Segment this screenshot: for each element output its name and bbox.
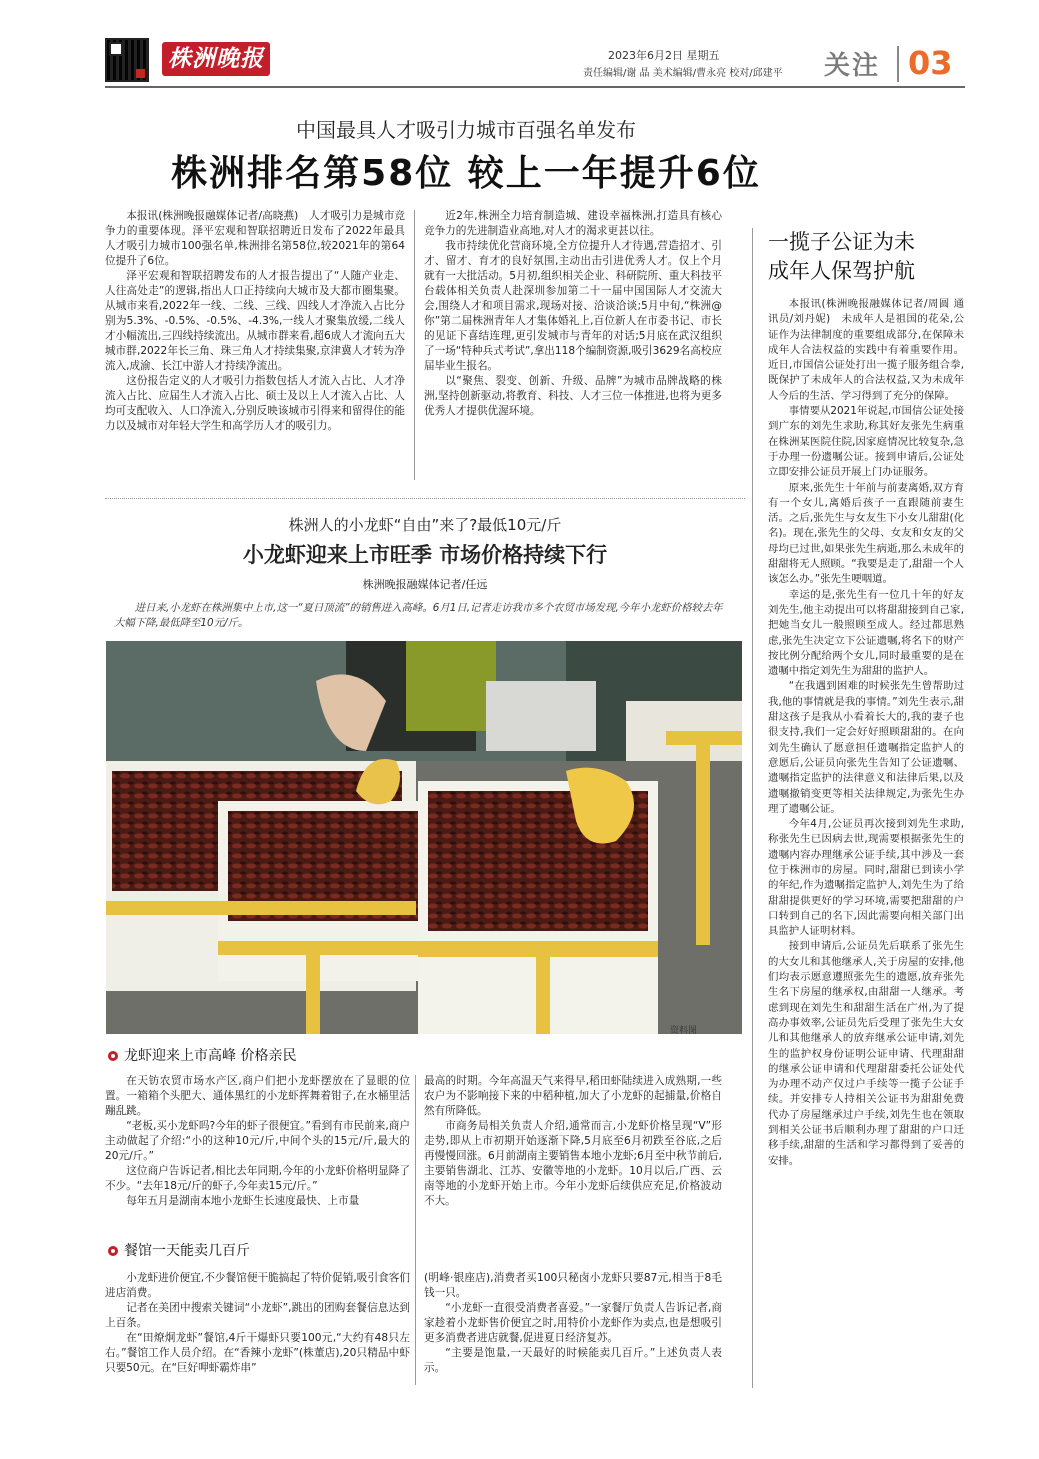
- article2-headline: 小龙虾迎来上市旺季 市场价格持续下行: [242, 542, 608, 567]
- section2-column-1: [105, 1271, 410, 1376]
- article1-column-1: [105, 209, 405, 434]
- paragraph: (明峰·银座店),消费者买100只秘卤小龙虾只要87元,相当于8毛钱一只。: [424, 1272, 722, 1299]
- paragraph: 近2年,株洲全力培育制造城、建设幸福株洲,打造具有核心竞争力的先进制造业高地,对人才的渴求更甚以往。: [424, 210, 722, 237]
- paragraph: “小龙虾一直很受消费者喜爱。”一家餐厅负责人告诉记者,商家趁着小龙虾售价便宜之时,用特价小龙虾作为卖点,也是想吸引更多消费者进店就餐,促进夏日经济复苏。: [424, 1302, 722, 1344]
- section1-column-1: [105, 1074, 410, 1209]
- paragraph: 在“田燎炯龙虾”餐馆,4斤干爆虾只要100元,“大约有48只左右。”餐馆工作人员介绍。在“香辣小龙虾”(株董店),20只精品中虾只要50元。在“巨好呷虾霸炸串”: [105, 1332, 410, 1374]
- crayfish-photo-illustration: [106, 641, 742, 1034]
- article-separator: [105, 498, 745, 499]
- sidebar-title: [768, 228, 968, 286]
- paragraph: “主要是饱量,一天最好的时候能卖几百斤。”上述负责人表示。: [424, 1347, 722, 1374]
- paragraph: 每年五月是湖南本地小龙虾生长速度最快、上市量: [126, 1195, 360, 1207]
- sidebar-title-line: 一揽子公证为未: [768, 230, 915, 254]
- article1-headline: 株洲排名第58位 较上一年提升6位: [171, 153, 761, 194]
- paragraph: 事情要从2021年说起,市国信公证处接到广东的刘先生求助,称其好友张先生病重在株洲某医院住院,因家庭情况比较复杂,急于办理一份遗嘱公证。接到申请后,公证处立即安排公证员开展上门办证服务。: [768, 405, 965, 479]
- paragraph: “在我遇到困难的时候张先生曾帮助过我,他的事情就是我的事情。”刘先生表示,甜甜这孩子是我从小看着长大的,我的妻子也很支持,我们一定会好好照顾甜甜的。在向刘先生确认了愿意担任遗嘱指定监护人的意愿后,公证员向张先生告知了公证遗嘱、遗嘱指定监护的法律意义和法律后果,以及遗嘱撤销变更等相关法律规定,为张先生办理了遗嘱公证。: [768, 680, 964, 815]
- header-rule: [105, 86, 965, 88]
- page-number: 03: [908, 44, 953, 82]
- paragraph: 泽平宏观和智联招聘发布的人才报告提出了“人随产业走、人往高处走”的逻辑,指出人口正持续向大城市及大都市圈集聚。从城市来看,2022年一线、二线、三线、四线人才净流入占比分别为5.3%、-0.5%、-0.5%、-4.3%,一线人才聚集放缓,二线人才小幅流出,三四线持续流出。从城市群来看,超6成人才流向五大城市群,2022年长三角、珠三角人才持续集聚,京津冀人才转为净流入,成渝、长江中游人才持续净流出。: [105, 270, 405, 372]
- subhead-text: 龙虾迎来上市高峰 价格亲民: [124, 1048, 297, 1064]
- subhead-text: 餐馆一天能卖几百斤: [124, 1243, 250, 1259]
- sidebar-divider: [752, 228, 753, 1388]
- paragraph: 幸运的是,张先生有一位几十年的好友刘先生,他主动提出可以将甜甜接到自己家,把她当女儿一般照顾至成人。经过都思熟虑,张先生决定立下公证遗嘱,将名下的财产按比例分配给两个女儿,同时最重要的是在遗嘱中指定刘先生为甜甜的监护人。: [768, 588, 964, 678]
- section-title: 关注: [824, 51, 881, 81]
- paragraph: 最高的时期。今年高温天气来得早,稻田虾陆续进入成熟期,一些农户为不影响接下来的中稻种植,加大了小龙虾的起捕量,价格自然有所降低。: [424, 1075, 722, 1117]
- header-divider: [897, 46, 899, 82]
- masthead-logo: 株洲晚报: [162, 42, 270, 76]
- column-divider: [414, 210, 415, 480]
- section2-column-2: [424, 1271, 722, 1376]
- article1-kicker: 中国最具人才吸引力城市百强名单发布: [296, 118, 636, 142]
- paragraph: 这位商户告诉记者,相比去年同期,今年的小龙虾价格明显降了不少。“去年18元/斤的虾子,今年卖15元/斤。”: [105, 1165, 410, 1192]
- qr-code: [105, 38, 149, 82]
- paragraph: 本报讯(株洲晚报融媒体记者/高晓燕) 人才吸引力是城市竞争力的重要体现。泽平宏观和智联招聘近日发布了2022年最具人才吸引力城市100强名单,株洲排名第58位,较2021年的第64位提升了6位。: [105, 210, 405, 267]
- bullet-ring-icon: [108, 1051, 118, 1061]
- paragraph: 接到申请后,公证员先后联系了张先生的大女儿和其他继承人,关于房屋的安排,他们均表示愿意遵照张先生的遗愿,放弃张先生名下房屋的继承权,由甜甜一人继承。考虑到现在刘先生和甜甜生活在广州,为了提高办事效率,公证员先后受理了张先生大女儿和其他继承人的放弃继承公证申请,刘先生的监护权身份证明公证申请、代理甜甜的继承公证申请和代理甜甜委托公证处代为办理不动产仅过户手续等一揽子公证手续。并安排专人持相关公证书为甜甜免费代办了房屋继承过户手续,刘先生也在领取到相关公证书后顺利办理了甜甜的户口迁移手续,甜甜的生活和学习都得到了妥善的安排。: [768, 940, 964, 1167]
- issue-date: 2023年6月2日 星期五: [608, 49, 720, 62]
- section1-column-2: [424, 1074, 722, 1209]
- paragraph: 本报讯(株洲晚报融媒体记者/周圆 通讯员/刘丹妮) 未成年人是祖国的花朵,公证作为法律制度的重要组成部分,在保障未成年人合法权益的实践中有着重要作用。近日,市国信公证处打出一揽子服务组合拳,既保护了未成年人的合法权益,又为未成年人今后的生活、学习得到了充分的保障。: [768, 298, 964, 402]
- paragraph: “老板,买小龙虾吗?今年的虾子很便宜。”看到有市民前来,商户主动做起了介绍:“小的这种10元/斤,中间个头的15元/斤,最大的20元/斤。”: [105, 1120, 410, 1162]
- paragraph: 原来,张先生十年前与前妻离婚,双方育有一个女儿,离婚后孩子一直跟随前妻生活。之后,张先生与女友生下小女儿甜甜(化名)。现在,张先生的父母、女友和女友的父母均已过世,如果张先生病逝,那么未成年的甜甜将无人照顾。“我要是走了,甜甜一个人该怎么办。”张先生哽咽道。: [768, 481, 964, 586]
- paragraph: 记者在美团中搜索关键词“小龙虾”,跳出的团购套餐信息达到上百条。: [105, 1302, 410, 1329]
- paragraph: 进日来,小龙虾在株洲集中上市,这一“夏日顶流”的销售进入高峰。6月1日,记者走访我市多个农贸市场发现,今年小龙虾价格较去年大幅下降,最低降至10元/斤。: [114, 602, 723, 629]
- article1-column-2: [424, 209, 722, 419]
- paragraph: 这份报告定义的人才吸引力指数包括人才流入占比、人才净流入占比、应届生人才流入占比、硕士及以上人才流入占比、人均可支配收入、人口净流入,分别反映该城市引得来和留得住的能力以及城市对年轻大学生和高学历人才的吸引力。: [105, 375, 405, 432]
- paragraph: 以“聚焦、裂变、创新、升级、品牌”为城市品牌战略的株洲,坚持创新驱动,将教育、科技、人才三位一体推进,也将为更多优秀人才提供优渥环境。: [424, 375, 722, 417]
- sidebar-body: [768, 297, 964, 1169]
- sidebar-title-line: 成年人保驾护航: [768, 259, 915, 283]
- subhead-2: [108, 1240, 250, 1260]
- paragraph: 市商务局相关负责人介绍,通常而言,小龙虾价格呈现“V”形走势,即从上市初期开始逐渐下降,5月底至6月初跌至谷底,之后再慢慢回涨。6月前湖南主要销售本地小龙虾;6月至中秋节前后,主要销售湖北、江苏、安徽等地的小龙虾。10月以后,广西、云南等地的小龙虾开始上市。今年小龙虾后续供应充足,价格波动不大。: [424, 1120, 722, 1207]
- bullet-ring-icon: [108, 1246, 118, 1256]
- crayfish-photo: [106, 641, 742, 1034]
- paragraph: 在天钫农贸市场水产区,商户们把小龙虾摆放在了显眼的位置。一箱箱个头肥大、通体黑红的小龙虾挥舞着钳子,在水桶里活蹦乱跳。: [105, 1075, 410, 1117]
- article2-byline: 株洲晚报融媒体记者/任远: [362, 578, 488, 591]
- paragraph: 我市持续优化营商环境,全方位提升人才待遇,营造招才、引才、留才、育才的良好氛围,主动出击引进优秀人才。仅上个月就有一大批活动。5月初,组织相关企业、科研院所、重大科技平台载体相关负责人赴深圳参加第二十一届中国国际人才交流大会,围绕人才和项目需求,现场对接、洽谈洽谈;5月中旬,“株洲@你”第二届株洲青年人才集体婚礼上,百位新人在市委书记、市长的见证下喜结连理,更引发城市与青年的对话;5月底在武汉组织了一场“特种兵式考试”,拿出118个编制资源,吸引3629名高校应届毕业生报名。: [424, 240, 722, 372]
- editor-credits: 责任编辑/谢 晶 美术编辑/曹永亮 校对/邱建平: [583, 68, 783, 79]
- paragraph: 小龙虾进价便宜,不少餐馆便干脆搞起了特价促销,吸引食客们进店消费。: [105, 1272, 410, 1299]
- article2-lead: [114, 601, 724, 631]
- column-divider: [415, 1075, 416, 1385]
- photo-caption: 资料图: [670, 1026, 698, 1036]
- subhead-1: [108, 1045, 296, 1065]
- paragraph: 今年4月,公证员再次接到刘先生求助,称张先生已因病去世,现需要根据张先生的遗嘱内容办理继承公证手续,其中涉及一套位于株洲市的房屋。同时,甜甜已到读小学的年纪,作为遗嘱指定监护人,刘先生为了给甜甜提供更好的学习环境,需要把甜甜的户口转到自己的名下,因此需要向相关部门出具监护人证明材料。: [768, 818, 964, 938]
- article2-kicker: 株洲人的小龙虾“自由”来了?最低10元/斤: [288, 516, 562, 534]
